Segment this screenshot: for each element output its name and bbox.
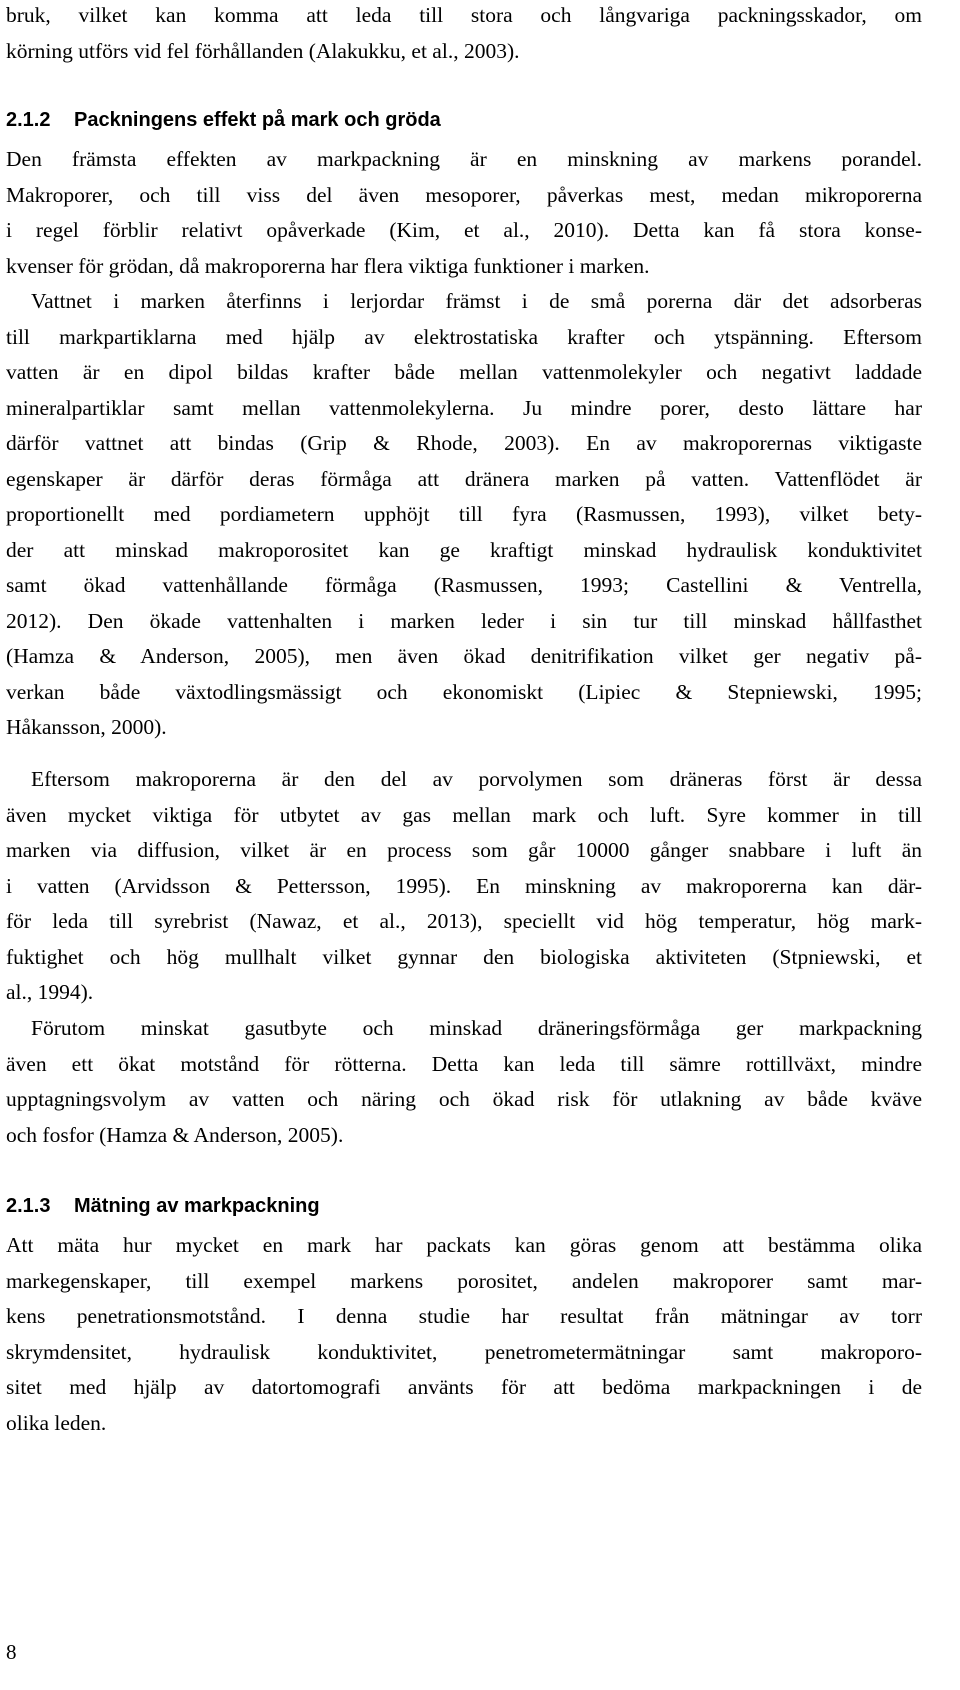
paragraph-matning: [6, 1228, 922, 1441]
text-line: Eftersom makroporerna är den del av porvolymen som dräneras först är dessa: [31, 767, 922, 791]
text-line: 2012). Den ökade vattenhalten i marken leder i sin tur till minskad hållfasthet: [6, 608, 922, 633]
paragraph-porandel: [6, 142, 922, 284]
text-line: även ett ökat motstånd för rötterna. Detta kan leda till sämre rottillväxt, mindre: [6, 1051, 922, 1076]
text-line: körning utförs vid fel förhållanden (Alakukku, et al., 2003).: [6, 38, 520, 63]
text-line: vatten är en dipol bildas krafter både mellan vattenmolekyler och negativt laddade: [6, 360, 922, 384]
text-line: bruk, vilket kan komma att leda till stora och långvariga packningsskador, om: [6, 3, 922, 27]
text-line: Vattnet i marken återfinns i lerjordar främst i de små porerna där det adsorberas: [31, 289, 922, 313]
text-line: marken via diffusion, vilket är en process som går 10000 gånger snabbare i luft än: [6, 838, 922, 862]
section-number: 2.1.3: [6, 1195, 51, 1217]
section-title: Packningens effekt på mark och gröda: [74, 109, 441, 131]
text-line: der att minskad makroporositet kan ge kraftigt minskad hydraulisk konduktivitet: [6, 537, 922, 562]
text-line: Den främsta effekten av markpackning är en minskning av markens porandel.: [6, 147, 922, 171]
text-line: samt ökad vattenhållande förmåga (Rasmussen, 1993; Castellini & Ventrella,: [6, 573, 922, 597]
text-line: al., 1994).: [6, 980, 94, 1004]
text-line: för leda till syrebrist (Nawaz, et al., 2013), speciellt vid hög temperatur, hög mark-: [6, 909, 922, 933]
text-line: Makroporer, och till viss del även mesoporer, påverkas mest, medan mikroporerna: [6, 182, 922, 207]
text-line: även mycket viktiga för utbytet av gas mellan mark och luft. Syre kommer in till: [6, 802, 922, 827]
text-line: och fosfor (Hamza & Anderson, 2005).: [6, 1122, 344, 1147]
paragraph-vattnet: [6, 284, 922, 746]
text-line: i vatten (Arvidsson & Pettersson, 1995). En minskning av makroporerna kan där-: [6, 873, 922, 898]
paragraph-makroporerna: [6, 762, 922, 1011]
text-line: kvenser för grödan, då makroporerna har flera viktiga funktioner i marken.: [6, 253, 650, 278]
paragraph-forutom: [6, 1011, 922, 1153]
text-line: Håkansson, 2000).: [6, 715, 167, 739]
page-number: 8: [6, 1640, 17, 1664]
text-line: till markpartiklarna med hjälp av elektrostatiska krafter och ytspänning. Eftersom: [6, 324, 922, 349]
text-line: fuktighet och hög mullhalt vilket gynnar den biologiska aktiviteten (Stpniewski, et: [6, 944, 922, 969]
text-line: Förutom minskat gasutbyte och minskad dräneringsförmåga ger markpackning: [31, 1016, 922, 1040]
section-number: 2.1.2: [6, 109, 51, 131]
text-line: proportionellt med pordiametern upphöjt till fyra (Rasmussen, 1993), vilket bety-: [6, 502, 922, 526]
text-line: upptagningsvolym av vatten och näring och ökad risk för utlakning av både kväve: [6, 1087, 922, 1111]
intro-paragraph: [6, 0, 922, 69]
text-line: (Hamza & Anderson, 2005), men även ökad denitrifikation vilket ger negativ på-: [6, 644, 922, 668]
section-heading-2-1-3: [6, 1192, 320, 1220]
text-line: skrymdensitet, hydraulisk konduktivitet, penetrometermätningar samt makroporo-: [6, 1339, 922, 1364]
text-line: därför vattnet att bindas (Grip & Rhode, 2003). En av makroporernas viktigaste: [6, 431, 922, 455]
text-line: kens penetrationsmotstånd. I denna studie har resultat från mätningar av torr: [6, 1304, 922, 1328]
text-line: olika leden.: [6, 1410, 107, 1435]
section-title: Mätning av markpackning: [74, 1195, 320, 1217]
text-line: verkan både växtodlingsmässigt och ekonomiskt (Lipiec & Stepniewski, 1995;: [6, 679, 922, 704]
section-heading-2-1-2: [6, 106, 441, 134]
text-line: i regel förblir relativt opåverkade (Kim, et al., 2010). Detta kan få stora konse-: [6, 218, 922, 242]
text-line: markegenskaper, till exempel markens porositet, andelen makroporer samt mar-: [6, 1268, 922, 1293]
text-line: egenskaper är därför deras förmåga att dränera marken på vatten. Vattenflödet är: [6, 466, 922, 491]
text-line: Att mäta hur mycket en mark har packats kan göras genom att bestämma olika: [6, 1233, 922, 1257]
text-line: mineralpartiklar samt mellan vattenmolekylerna. Ju mindre porer, desto lättare har: [6, 395, 922, 420]
text-line: sitet med hjälp av datortomografi använts för att bedöma markpackningen i de: [6, 1375, 922, 1399]
